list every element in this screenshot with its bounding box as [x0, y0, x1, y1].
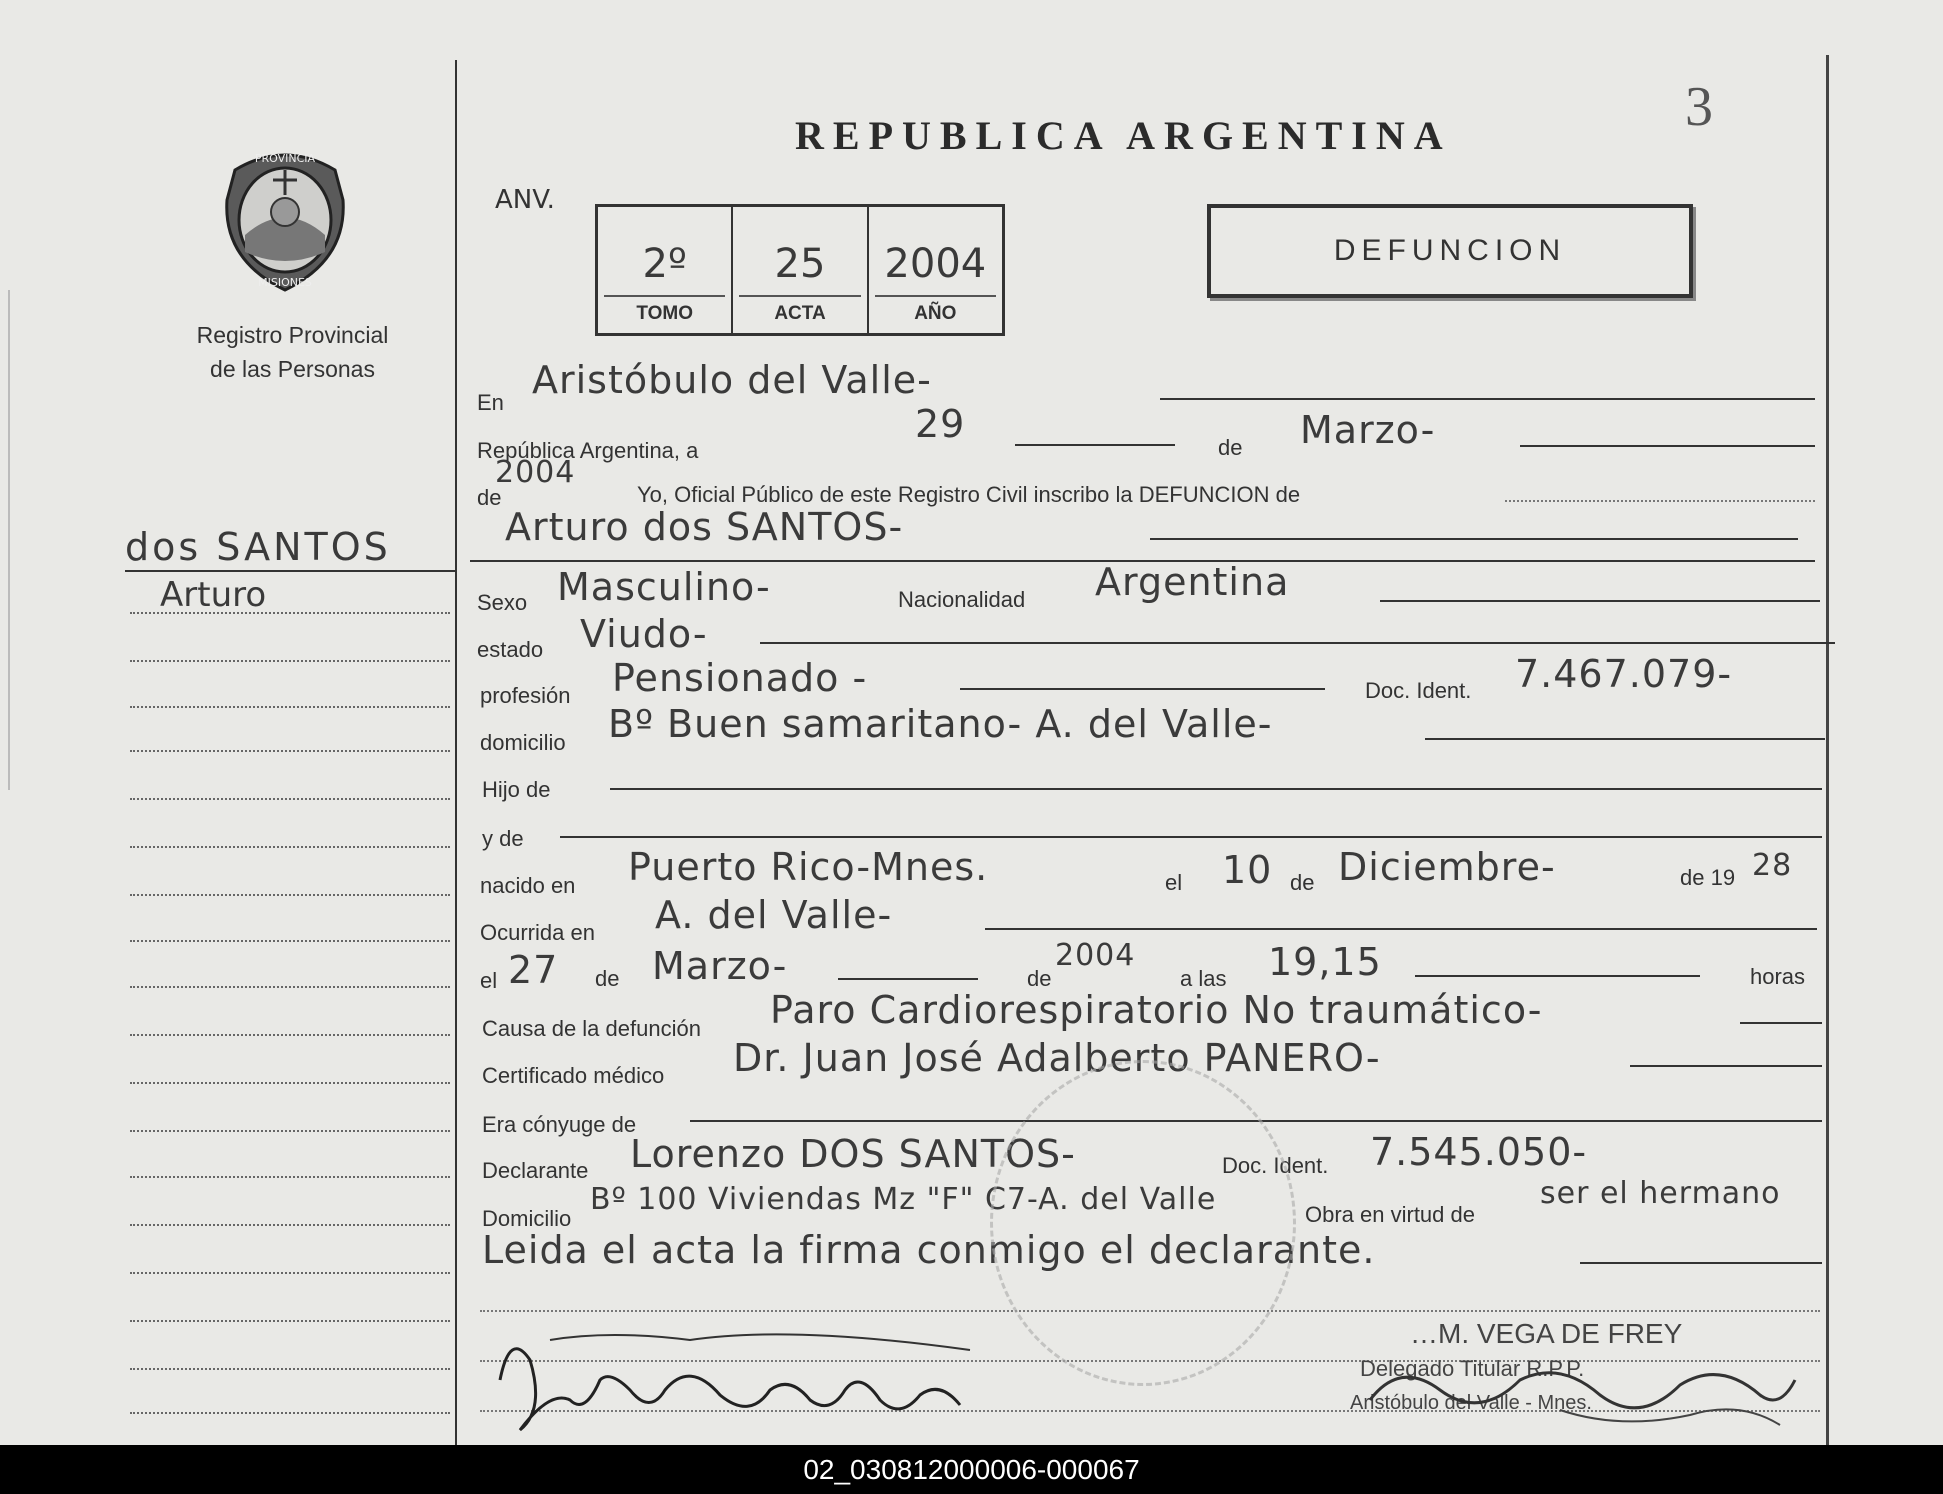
el2-label: el — [480, 968, 498, 993]
registry-office-line2: de las Personas — [210, 356, 375, 382]
declarante-label: Declarante — [482, 1158, 589, 1183]
margin-line — [130, 940, 450, 942]
form-line — [1160, 398, 1815, 400]
y-de-label: y de — [482, 826, 524, 851]
nacido-value: Puerto Rico-Mnes. — [628, 845, 989, 889]
form-line — [985, 928, 1817, 930]
ano-value: 2004 — [884, 241, 987, 287]
margin-line — [130, 1320, 450, 1322]
form-line — [1150, 538, 1798, 540]
official-seal-stamp — [990, 1060, 1296, 1386]
deceased-name: Arturo dos SANTOS- — [505, 505, 904, 549]
official-signature — [1360, 1340, 1800, 1440]
republica-label: República Argentina, a — [477, 438, 699, 463]
margin-line — [130, 1130, 450, 1132]
document-type-box: DEFUNCION — [1207, 204, 1693, 298]
document-id-footer: 02_030812000006-000067 — [0, 1445, 1943, 1494]
acta-label: ACTA — [739, 295, 860, 325]
handwritten-annotation: ANV. — [495, 185, 555, 215]
estado-label: estado — [477, 637, 544, 662]
declarant-signature — [490, 1320, 990, 1440]
obra-value: ser el hermano — [1540, 1176, 1781, 1211]
death-month: Marzo- — [652, 944, 788, 988]
causa-label: Causa de la defunción — [482, 1016, 701, 1041]
svg-text:MISIONES: MISIONES — [258, 276, 312, 289]
ano-cell — [869, 207, 1002, 333]
decl-doc-value: 7.545.050- — [1370, 1130, 1588, 1174]
margin-line — [130, 612, 450, 614]
registry-office — [150, 318, 435, 386]
svg-text:PROVINCIA: PROVINCIA — [254, 152, 316, 165]
form-line — [760, 642, 1835, 644]
doc-value: 7.467.079- — [1515, 652, 1733, 696]
ocurrida-label: Ocurrida en — [480, 920, 595, 945]
province-emblem-icon — [215, 140, 355, 305]
nacido-label: nacido en — [480, 873, 576, 898]
acta-cell — [733, 207, 868, 333]
form-line — [1580, 1262, 1822, 1264]
estado-value: Viudo- — [580, 612, 708, 656]
birth-day: 10 — [1222, 848, 1273, 892]
margin-line — [130, 894, 450, 896]
margin-rule — [125, 570, 455, 572]
horas-label: horas — [1750, 964, 1806, 989]
form-line — [560, 836, 1822, 838]
margin-line — [130, 846, 450, 848]
el-label: el — [1165, 870, 1183, 895]
profesion-value: Pensionado - — [612, 656, 868, 700]
ocurrida-value: A. del Valle- — [655, 893, 893, 937]
de19-label: de 19 — [1680, 865, 1736, 890]
tomo-label: TOMO — [604, 295, 725, 325]
margin-line — [130, 798, 450, 800]
month-value: Marzo- — [1300, 408, 1436, 452]
de-label: de — [1218, 435, 1243, 460]
registry-table — [595, 204, 1005, 336]
form-line — [838, 978, 978, 980]
death-day: 27 — [508, 948, 559, 992]
margin-line — [130, 1272, 450, 1274]
obra-label: Obra en virtud de — [1305, 1202, 1475, 1227]
form-line — [1015, 444, 1175, 446]
certificado-value: Dr. Juan José Adalberto PANERO- — [733, 1036, 1381, 1080]
margin-given-name: Arturo — [160, 575, 267, 615]
doc-label: Doc. Ident. — [1365, 678, 1472, 703]
margin-line — [130, 1082, 450, 1084]
margin-line — [130, 1412, 450, 1414]
margin-line — [130, 986, 450, 988]
year-value: 2004 — [495, 455, 576, 490]
inscription-text: Yo, Oficial Público de este Registro Civil inscribo la DEFUNCION de — [637, 482, 1301, 507]
right-border — [1826, 55, 1829, 1445]
profesion-label: profesión — [480, 683, 571, 708]
margin-line — [130, 1176, 450, 1178]
official-title: Delegado Titular R.P.P. — [1360, 1356, 1585, 1381]
margin-line — [130, 660, 450, 662]
ano-label: AÑO — [875, 295, 996, 325]
causa-value: Paro Cardiorespiratorio No traumático- — [770, 988, 1543, 1032]
margin-divider — [455, 60, 457, 1445]
nacionalidad-label: Nacionalidad — [898, 587, 1026, 612]
de2-label: de — [1290, 870, 1315, 895]
sexo-value: Masculino- — [557, 565, 771, 609]
closing-statement: Leida el acta la firma conmigo el declarante. — [482, 1228, 1376, 1272]
margin-line — [130, 1368, 450, 1370]
form-line — [1520, 445, 1815, 447]
certificado-label: Certificado médico — [482, 1063, 665, 1088]
birth-month: Diciembre- — [1338, 845, 1556, 889]
conyuge-label: Era cónyuge de — [482, 1112, 637, 1137]
domicilio-value: Bº Buen samaritano- A. del Valle- — [608, 702, 1273, 746]
form-line — [1415, 975, 1700, 977]
form-line — [1425, 738, 1825, 740]
margin-line — [130, 750, 450, 752]
domicilio-label: domicilio — [480, 730, 566, 755]
page-number: 3 — [1685, 76, 1713, 138]
margin-line — [130, 1034, 450, 1036]
official-name: …M. VEGA DE FREY — [1410, 1318, 1683, 1349]
form-line — [610, 788, 1822, 790]
margin-line — [130, 1224, 450, 1226]
day-value: 29 — [915, 402, 966, 446]
death-year: 2004 — [1055, 938, 1136, 973]
hijo-label: Hijo de — [482, 777, 551, 802]
form-line — [960, 688, 1325, 690]
decl-doc-label: Doc. Ident. — [1222, 1153, 1329, 1178]
margin-surname: dos SANTOS — [125, 525, 391, 569]
de4-label: de — [1027, 966, 1052, 991]
registry-office-line1: Registro Provincial — [196, 322, 389, 348]
en-label: En — [477, 390, 504, 415]
sexo-label: Sexo — [477, 590, 528, 615]
acta-value: 25 — [774, 241, 826, 287]
decl-domicilio-value: Bº 100 Viviendas Mz "F" C7-A. del Valle — [590, 1182, 1217, 1217]
death-time: 19,15 — [1268, 940, 1382, 984]
decl-domicilio-label: Domicilio — [482, 1206, 572, 1231]
nacionalidad-value: Argentina — [1095, 560, 1290, 604]
page-edge — [8, 290, 10, 790]
form-line — [1630, 1065, 1822, 1067]
form-line — [1740, 1022, 1822, 1024]
de-year-label: de — [477, 485, 502, 510]
form-line — [1380, 600, 1820, 602]
de3-label: de — [595, 966, 620, 991]
form-line — [1505, 500, 1815, 502]
a-las-label: a las — [1180, 966, 1227, 991]
tomo-value: 2º — [642, 241, 687, 287]
declarante-value: Lorenzo DOS SANTOS- — [630, 1132, 1076, 1176]
page-title: REPUBLICA ARGENTINA — [795, 113, 1452, 158]
en-value: Aristóbulo del Valle- — [532, 358, 932, 402]
official-place: Aristóbulo del Valle - Mnes. — [1350, 1392, 1592, 1414]
tomo-cell — [598, 207, 733, 333]
birth-year: 28 — [1752, 848, 1793, 883]
margin-line — [130, 706, 450, 708]
